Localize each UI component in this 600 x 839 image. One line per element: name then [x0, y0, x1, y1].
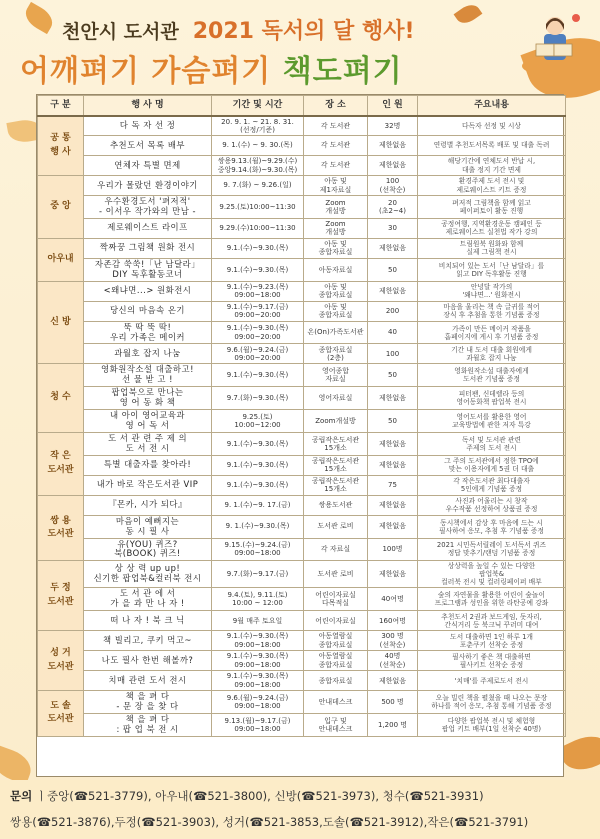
event-name-cell: 떠 나 자 ! 북 크 닉 — [84, 611, 212, 631]
description-cell: 가족이 만든 메이커 작품을 흡페이지에 게시 후 기념품 증정 — [418, 321, 566, 344]
description-cell: 다독자 선정 및 시상 — [418, 116, 566, 136]
description-cell: 공정여행, 지역환경운동 캠페인 등 제로웨이스트 실천법 작가 강의 — [418, 218, 566, 238]
column-header: 구 분 — [38, 96, 84, 116]
reading-girl-illustration-icon — [516, 4, 592, 78]
contact-numbers-2: 쌍용(☎521-3876),두정(☎521-3903), 성거(☎521-3853,도솔(☎521-3912),작은(☎521-3791) — [10, 815, 529, 829]
table-row — [38, 455, 566, 475]
people-cell: 100 (선착순) — [368, 176, 418, 196]
description-cell: 필사하기 좋은 책 대출하면 필사키트 선착순 증정 — [418, 651, 566, 671]
event-name-cell: 상 상 력 up up! 신기한 팝업북&컬러북 전시 — [84, 561, 212, 588]
place-cell: 안내데스크 — [304, 691, 368, 714]
people-cell: 제한없음 — [368, 495, 418, 515]
library-name: 천안시 도서관 — [62, 21, 179, 43]
period-cell: 9.29.(수)10:00~11:30 — [212, 218, 304, 238]
table-row — [38, 281, 566, 301]
library-group-label: 작 은 도서관 — [38, 432, 84, 495]
period-cell: 20. 9. 1. ~ 21. 8. 31. (선정/기준) — [212, 116, 304, 136]
table-row — [38, 671, 566, 691]
place-cell: 영어종합 자료실 — [304, 364, 368, 387]
description-cell: 환경주제 도서 전시 및 제로웨이스트 키트 증정 — [418, 176, 566, 196]
table-row — [38, 344, 566, 364]
column-header: 주요내용 — [418, 96, 566, 116]
description-cell: 해당기간에 연체도서 반납 시, 대출 정지 기간 면제 — [418, 156, 566, 176]
place-cell: 아동 및 종합자료실 — [304, 301, 368, 321]
contact-row-1 — [10, 788, 484, 804]
place-cell: 아동 및 종합자료실 — [304, 238, 368, 258]
people-cell: 100 — [368, 344, 418, 364]
library-group-label: 공 통 행 사 — [38, 116, 84, 176]
table-row — [38, 713, 566, 736]
period-cell: 9.1.(수)~9.30.(목) 09:00~18:00 — [212, 671, 304, 691]
table-row — [38, 588, 566, 611]
table-row — [38, 631, 566, 651]
event-name-cell: 뚝 딱 뚝 딱! 우리 가족은 메이커 — [84, 321, 212, 344]
people-cell: 32명 — [368, 116, 418, 136]
period-cell: 9.1.(수)~9.23.(목) 09:00~18:00 — [212, 281, 304, 301]
people-cell: 50 — [368, 364, 418, 387]
description-cell: 오늘 빌린 책을 펼쳤을 때 나오는 문장 하나를 적어 응모, 추첨 통해 기념품 증정 — [418, 691, 566, 714]
table-row — [38, 475, 566, 495]
event-name-cell: 책 을 펴 다 : 팝 업 북 전 시 — [84, 713, 212, 736]
column-header: 인 원 — [368, 96, 418, 116]
event-name-cell: 치매 관련 도서 전시 — [84, 671, 212, 691]
event-name-cell: 책 빌리고, 쿠키 먹고~ — [84, 631, 212, 651]
event-name-cell: 책 을 펴 다 - 문 장 을 찾 다 — [84, 691, 212, 714]
column-header: 장 소 — [304, 96, 368, 116]
library-group-label: 두 정 도서관 — [38, 561, 84, 631]
place-cell: 온(On)가족도서관 — [304, 321, 368, 344]
people-cell: 제한없음 — [368, 515, 418, 538]
people-cell: 300 명 (선착순) — [368, 631, 418, 651]
table-row — [38, 495, 566, 515]
event-name-cell: 도 서 관 련 주 제 의 도 서 전 시 — [84, 432, 212, 455]
description-cell: 숲의 자연물을 활용한 어린이 숲놀이 프로그램과 성인을 위한 라탄공예 강좌 — [418, 588, 566, 611]
place-cell: 아동열람실 종합자료실 — [304, 631, 368, 651]
library-group-label: 아우내 — [38, 238, 84, 281]
poster-header — [0, 0, 600, 92]
place-cell: 아동 및 종합자료실 — [304, 281, 368, 301]
place-cell: Zoom개설방 — [304, 410, 368, 433]
period-cell: 9. 7.(화) ~ 9.26.(일) — [212, 176, 304, 196]
description-cell: 기간 내 도서 대출 회원에게 과월호 잡지 나눔 — [418, 344, 566, 364]
period-cell: 9.6.(월)~9.24.(금) 09:00~20:00 — [212, 344, 304, 364]
table-row — [38, 561, 566, 588]
people-cell: 제한없음 — [368, 238, 418, 258]
description-cell: 트림원북 원화와 함께 실제 그림책 전시 — [418, 238, 566, 258]
people-cell: 제한없음 — [368, 432, 418, 455]
period-cell: 9월 매주 토요일 — [212, 611, 304, 631]
people-cell: 제한없음 — [368, 387, 418, 410]
description-cell: 상상력을 높일 수 있는 다양한 팝업북& 컬러북 전시 및 컬러링페이퍼 배부 — [418, 561, 566, 588]
period-cell: 9.1.(수)~9.30.(목) 09:00~20:00 — [212, 321, 304, 344]
people-cell: 160여명 — [368, 611, 418, 631]
people-cell: 40명 (선착순) — [368, 651, 418, 671]
event-name-cell: 자존감 쑥쑥!「난 남달라」 DIY 독후활동코너 — [84, 258, 212, 281]
period-cell: 9. 1.(수) ~ 9. 30.(목) — [212, 136, 304, 156]
table-row — [38, 176, 566, 196]
place-cell: 각 자료실 — [304, 538, 368, 561]
table-row — [38, 364, 566, 387]
place-cell: 어린이자료실 — [304, 611, 368, 631]
description-cell: 독서 및 도서관 관련 주제의 도서 전시 — [418, 432, 566, 455]
event-name-cell: 팝업북으로 만나는 영 어 동 화 책 — [84, 387, 212, 410]
table-row — [38, 218, 566, 238]
event-name-cell: 우수환경도서 '펴저적' - 이서우 작가와의 만남 - — [84, 196, 212, 219]
place-cell: 공립작은도서관 15개소 — [304, 455, 368, 475]
table-row — [38, 515, 566, 538]
event-name-cell: 마음이 예뻐지는 동 시 필 사 — [84, 515, 212, 538]
table-row — [38, 321, 566, 344]
description-cell: 비치되어 있는 도서「난 남달라」를 읽고 DIY 독후활동 진행 — [418, 258, 566, 281]
library-group-label: 쌍 용 도서관 — [38, 495, 84, 561]
column-header: 행 사 명 — [84, 96, 212, 116]
description-cell: 추천도서 2권과 보드게임, 돗자리, 간식거리 등 북크닉 꾸러미 대여 — [418, 611, 566, 631]
period-cell: 9.7.(화)~9.17.(금) — [212, 561, 304, 588]
event-name-cell: 내 아이 영어교육과 영 어 독 서 — [84, 410, 212, 433]
table-row — [38, 301, 566, 321]
people-cell: 제한없음 — [368, 156, 418, 176]
period-cell: 9. 1.(수)~9. 17.(금) — [212, 495, 304, 515]
library-group-label: 중 앙 — [38, 176, 84, 239]
slogan-accent: 책도펴기 — [282, 54, 403, 89]
event-name-cell: 나도 필사 한번 해볼까? — [84, 651, 212, 671]
period-cell: 9. 1.(수)~9.30.(목) — [212, 515, 304, 538]
description-cell: 마음을 울리는 책 속 글귀를 적어 장식 후 추첨을 통한 기념품 증정 — [418, 301, 566, 321]
period-cell: 쌍용9.13.(월)~9.29.(수) 중앙9.14.(화)~9.30.(목) — [212, 156, 304, 176]
place-cell: 도서관 로비 — [304, 515, 368, 538]
column-header: 기간 및 시간 — [212, 96, 304, 116]
people-cell: 제한없음 — [368, 671, 418, 691]
event-name-cell: 추천도서 목록 배부 — [84, 136, 212, 156]
description-cell: 안녕달 작가의 '왜냐면...' 원화전시 — [418, 281, 566, 301]
place-cell: 입구 및 안내데스크 — [304, 713, 368, 736]
place-cell: 아동 및 제1자료실 — [304, 176, 368, 196]
people-cell: 제한없음 — [368, 281, 418, 301]
event-name-cell: 짝짜꿍 그림책 원화 전시 — [84, 238, 212, 258]
period-cell: 9.1.(수)~9.30.(목) 09:00~18:00 — [212, 631, 304, 651]
people-cell: 제한없음 — [368, 561, 418, 588]
table-row — [38, 116, 566, 136]
period-cell: 9.4.(토), 9.11.(토) 10:00 ~ 12:00 — [212, 588, 304, 611]
people-cell: 40여명 — [368, 588, 418, 611]
people-cell: 제한없음 — [368, 136, 418, 156]
table-row — [38, 651, 566, 671]
table-row — [38, 691, 566, 714]
people-cell: 200 — [368, 301, 418, 321]
description-cell: 연령별 추천도서목록 배포 및 대출 독려 — [418, 136, 566, 156]
event-name-cell: 『몬카, 시가 되다』 — [84, 495, 212, 515]
event-name-cell: 도 서 관 에 서 가 을 과 만 나 자 ! — [84, 588, 212, 611]
schedule-table — [37, 95, 566, 737]
event-name-cell: <왜냐면...> 원화전시 — [84, 281, 212, 301]
place-cell: 아동자료실 — [304, 258, 368, 281]
people-cell: 500 명 — [368, 691, 418, 714]
period-cell: 9.1.(수)~9.30.(목) — [212, 364, 304, 387]
description-cell: 2021 시민독서릴레이 도서독서 퀴즈 정답 맞추기/랜덤 기념품 증정 — [418, 538, 566, 561]
place-cell: 종합자료실 — [304, 671, 368, 691]
event-name-cell: 영화원작소설 대출하고! 선 물 받 고 ! — [84, 364, 212, 387]
period-cell: 9.7.(화)~9.30.(목) — [212, 387, 304, 410]
description-cell: 다양한 팝업북 전시 및 체험형 팝업 키트 배부(1일 선착순 40명) — [418, 713, 566, 736]
description-cell: 각 작은도서관 최다대출자 5인에게 기념품 증정 — [418, 475, 566, 495]
place-cell: 아동열람실 종합자료실 — [304, 651, 368, 671]
people-cell: 30 — [368, 218, 418, 238]
place-cell: Zoom 개설방 — [304, 196, 368, 219]
library-group-label: 도 솔 도서관 — [38, 691, 84, 737]
people-cell: 40 — [368, 321, 418, 344]
description-cell: 영어도서를 활용한 영어 교육방법에 관한 저자 특강 — [418, 410, 566, 433]
leaf-decoration — [0, 745, 36, 785]
place-cell: Zoom 개설방 — [304, 218, 368, 238]
table-row — [38, 410, 566, 433]
event-name-cell: 다 독 자 선 정 — [84, 116, 212, 136]
event-table — [36, 94, 564, 777]
place-cell: 종합자료실 (2층) — [304, 344, 368, 364]
event-title: 2021 독서의 달 행사! — [192, 19, 415, 44]
table-row — [38, 387, 566, 410]
event-name-cell: 제로웨이스트 라이프 — [84, 218, 212, 238]
place-cell: 도서관 로비 — [304, 561, 368, 588]
library-group-label: 성 거 도서관 — [38, 631, 84, 691]
table-row — [38, 238, 566, 258]
place-cell: 각 도서관 — [304, 136, 368, 156]
place-cell: 어린이자료실 다목적실 — [304, 588, 368, 611]
contact-label: 문의 — [10, 789, 33, 803]
contact-footer — [0, 780, 600, 839]
period-cell: 9.1.(수)~9.30.(목) 09:00~18:00 — [212, 651, 304, 671]
table-row — [38, 156, 566, 176]
table-row — [38, 258, 566, 281]
table-row — [38, 136, 566, 156]
description-cell: 펴저적 그림책을 함께 읽고 페이퍼토이 활동 진행 — [418, 196, 566, 219]
place-cell: 공립작은도서관 15개소 — [304, 432, 368, 455]
event-name-cell: 당신의 마음속 온기 — [84, 301, 212, 321]
event-name-cell: 내가 바로 작은도서관 VIP — [84, 475, 212, 495]
people-cell: 50 — [368, 258, 418, 281]
period-cell: 9.15.(수)~9.24.(금) 09:00~18:00 — [212, 538, 304, 561]
event-name-cell: 과월호 잡지 나눔 — [84, 344, 212, 364]
table-row — [38, 611, 566, 631]
library-group-label: 신 방 — [38, 281, 84, 364]
period-cell: 9.1.(수)~9.17.(금) 09:00~20:00 — [212, 301, 304, 321]
table-row — [38, 432, 566, 455]
event-name-cell: 연체자 특별 면제 — [84, 156, 212, 176]
description-cell: 동시책에서 감상 후 마음에 드는 시 필사하여 응모, 추첨 후 기념품 증정 — [418, 515, 566, 538]
event-name-cell: 특별 대출자를 찾아라! — [84, 455, 212, 475]
title-line — [62, 14, 502, 44]
period-cell: 9.25.(토) 10:00~12:00 — [212, 410, 304, 433]
people-cell: 75 — [368, 475, 418, 495]
place-cell: 영어자료실 — [304, 387, 368, 410]
people-cell: 100명 — [368, 538, 418, 561]
place-cell: 쌍용도서관 — [304, 495, 368, 515]
people-cell: 제한없음 — [368, 455, 418, 475]
contact-row-2 — [10, 814, 528, 830]
description-cell: 피터팬, 신데렐라 등의 영어동화책 팝업북 전시 — [418, 387, 566, 410]
period-cell: 9.25.(토)10:00~11:30 — [212, 196, 304, 219]
period-cell: 9.1.(수)~9.30.(목) — [212, 238, 304, 258]
description-cell: 그 주의 도서관에서 정한 TPO에 맞는 이용자에게 5권 더 대출 — [418, 455, 566, 475]
table-row — [38, 196, 566, 219]
table-body — [38, 116, 566, 737]
period-cell: 9.13.(월)~9.17.(금) 09:00~18:00 — [212, 713, 304, 736]
event-name-cell: 유(YOU) 퀴즈? 북(BOOK) 퀴즈! — [84, 538, 212, 561]
description-cell: '치매'를 주제로도서 전시 — [418, 671, 566, 691]
slogan-main: 어깨펴기 가슴펴기 — [20, 54, 283, 89]
slogan — [20, 46, 520, 88]
people-cell: 1,200 명 — [368, 713, 418, 736]
place-cell: 공립작은도서관 15개소 — [304, 475, 368, 495]
period-cell: 9.1.(수)~9.30.(목) — [212, 432, 304, 455]
people-cell: 20 (초2~4) — [368, 196, 418, 219]
people-cell: 50 — [368, 410, 418, 433]
description-cell: 사진과 어울리는 시 창작 우수작품 선정하여 상품권 증정 — [418, 495, 566, 515]
period-cell: 9.1.(수)~9.30.(목) — [212, 475, 304, 495]
period-cell: 9.1.(수)~9.30.(목) — [212, 455, 304, 475]
description-cell: 도서 대출하면 1인 하루 1개 포춘쿠키 선착순 증정 — [418, 631, 566, 651]
place-cell: 각 도서관 — [304, 156, 368, 176]
event-name-cell: 우리가 몰랐던 환경이야기 — [84, 176, 212, 196]
period-cell: 9.6.(월)~9.24.(금) 09:00~18:00 — [212, 691, 304, 714]
description-cell: 영화원작소설 대출자에게 도서관 기념품 증정 — [418, 364, 566, 387]
period-cell: 9.1.(수)~9.30.(목) — [212, 258, 304, 281]
library-group-label: 청 수 — [38, 364, 84, 432]
table-row — [38, 538, 566, 561]
contact-numbers-1: ㅣ중앙(☎521-3779), 아우내(☎521-3800), 신방(☎521-3973), 청수(☎521-3931) — [35, 789, 484, 803]
table-header-row — [38, 96, 566, 116]
place-cell: 각 도서관 — [304, 116, 368, 136]
